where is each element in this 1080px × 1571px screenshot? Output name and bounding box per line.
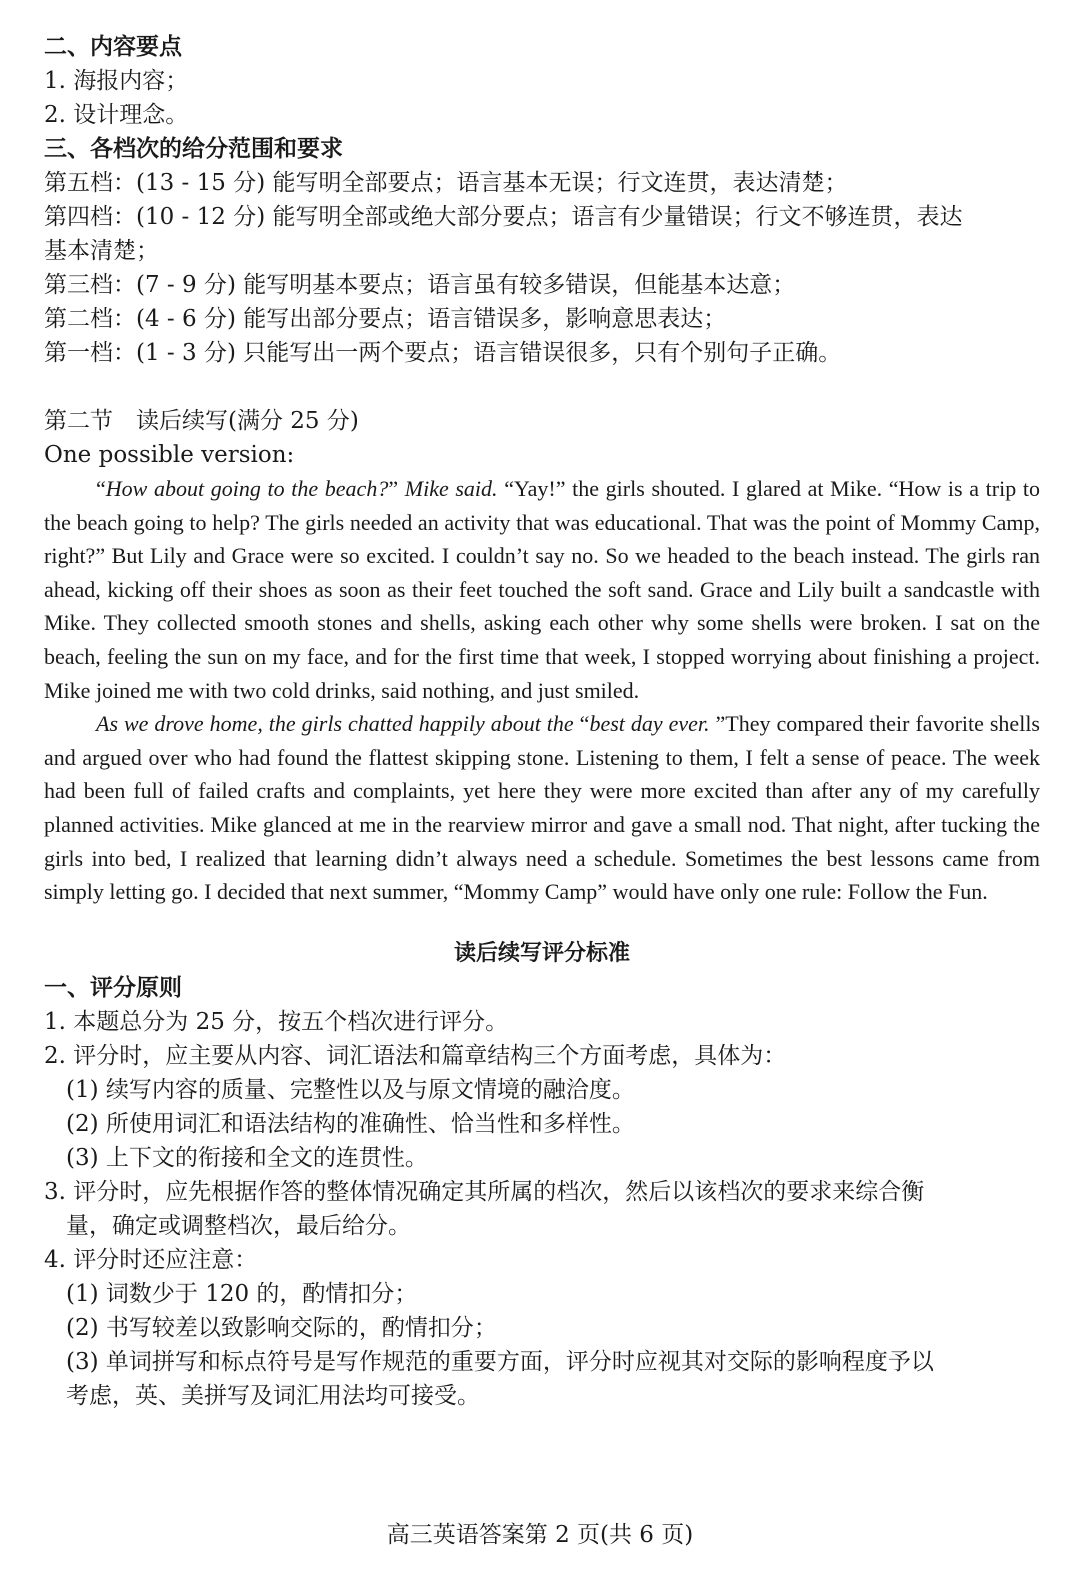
principle-2-sub-3: (3) 上下文的衔接和全文的连贯性。 <box>66 1144 428 1171</box>
part2-title: 第二节 读后续写(满分 25 分) <box>44 408 359 434</box>
section-heading-content-points: 二、内容要点 <box>44 34 182 60</box>
score-level-4-line1: 第四档：(10 - 12 分) 能写明全部或绝大部分要点；语言有少量错误；行文不够连贯，表达 <box>44 204 963 230</box>
principle-1: 1. 本题总分为 25 分，按五个档次进行评分。 <box>44 1008 509 1035</box>
principle-3-line2: 量，确定或调整档次，最后给分。 <box>66 1212 411 1239</box>
score-level-2: 第二档：(4 - 6 分) 能写出部分要点；语言错误多，影响意思表达； <box>44 306 727 332</box>
score-level-4-line2: 基本清楚； <box>44 238 159 264</box>
principle-4-sub-3-line1: (3) 单词拼写和标点符号是写作规范的重要方面，评分时应视其对交际的影响程度予以 <box>66 1348 934 1375</box>
quote-phrase: best day ever. <box>589 711 710 737</box>
scoring-standard-title: 读后续写评分标准 <box>453 940 630 966</box>
principle-2-sub-1: (1) 续写内容的质量、完整性以及与原文情境的融洽度。 <box>66 1076 635 1103</box>
score-level-1: 第一档：(1 - 3 分) 只能写出一两个要点；语言错误很多，只有个别句子正确。 <box>44 340 842 366</box>
section-heading-score-levels: 三、各档次的给分范围和要求 <box>44 136 343 162</box>
principle-4-sub-1: (1) 词数少于 120 的，酌情扣分； <box>66 1280 418 1307</box>
content-point-2: 2. 设计理念。 <box>44 102 189 128</box>
paragraph-body: “Yay!” the girls shouted. I glared at Mike. “How is a trip to the beach going to help? The girls needed an activity that was educational. That was the point of Mommy Camp, right?” But Lily and Grace were so excited. I couldn’t say no. So we headed to the beach instead. The girls ran ahead, kicking off their shoes as soon as their feet touched the soft sand. Grace and Lily built a sandcastle with Mike. They collected smooth stones and shells, asking each other why some shells were broken. I sat on the beach, feeling the sun on my face, and for the first time that week, I stopped worrying about finishing a project. Mike joined me with two cold drinks, said nothing, and just smiled. <box>44 476 1040 703</box>
quote-close: ” <box>388 476 405 501</box>
paragraph-lead: As we drove home, the girls chatted happily about the <box>96 711 574 737</box>
answer-page <box>44 30 1040 1413</box>
principle-3-line1: 3. 评分时，应先根据作答的整体情况确定其所属的档次，然后以该档次的要求来综合衡 <box>44 1178 925 1205</box>
principle-4-sub-2: (2) 书写较差以致影响交际的，酌情扣分； <box>66 1314 497 1341</box>
score-level-3: 第三档：(7 - 9 分) 能写明基本要点；语言虽有较多错误，但能基本达意； <box>44 272 796 298</box>
content-point-1: 1. 海报内容； <box>44 68 189 94</box>
principle-4: 4. 评分时还应注意： <box>44 1246 258 1273</box>
paragraph-lead: How about going to the beach? <box>105 476 389 501</box>
score-level-5: 第五档：(13 - 15 分) 能写明全部要点；语言基本无误；行文连贯，表达清楚； <box>44 170 848 196</box>
paragraph-lead-speaker: Mike said. <box>404 476 498 501</box>
principle-2-sub-2: (2) 所使用词汇和语法结构的准确性、恰当性和多样性。 <box>66 1110 635 1137</box>
essay-paragraph-2 <box>44 707 1040 909</box>
quote-open: “ <box>573 711 590 737</box>
scoring-principles-heading: 一、评分原则 <box>44 974 182 1001</box>
quote-open: “ <box>96 476 106 501</box>
principle-4-sub-3-line2: 考虑，英、美拼写及词汇用法均可接受。 <box>66 1382 480 1409</box>
essay-paragraph-1 <box>44 472 1040 707</box>
paragraph-body: ”They compared their favorite shells and argued over who had found the flattest skipping stone. Listening to them, I felt a sense of peace. The week had been full of failed crafts and complaints, yet here they were more excited than after any of my carefully planned activities. Mike glanced at me in the rearview mirror and gave a small nod. That night, after tucking the girls into bed, I realized that learning didn’t always need a schedule. Sometimes the best lessons came from simply letting go. I decided that next summer, “Mommy Camp” would have only one rule: Follow the Fun. <box>44 711 1040 905</box>
version-label: One possible version: <box>44 442 295 468</box>
principle-2: 2. 评分时，应主要从内容、词汇语法和篇章结构三个方面考虑，具体为： <box>44 1042 787 1069</box>
page-footer: 高三英语答案第 2 页(共 6 页) <box>386 1522 694 1548</box>
